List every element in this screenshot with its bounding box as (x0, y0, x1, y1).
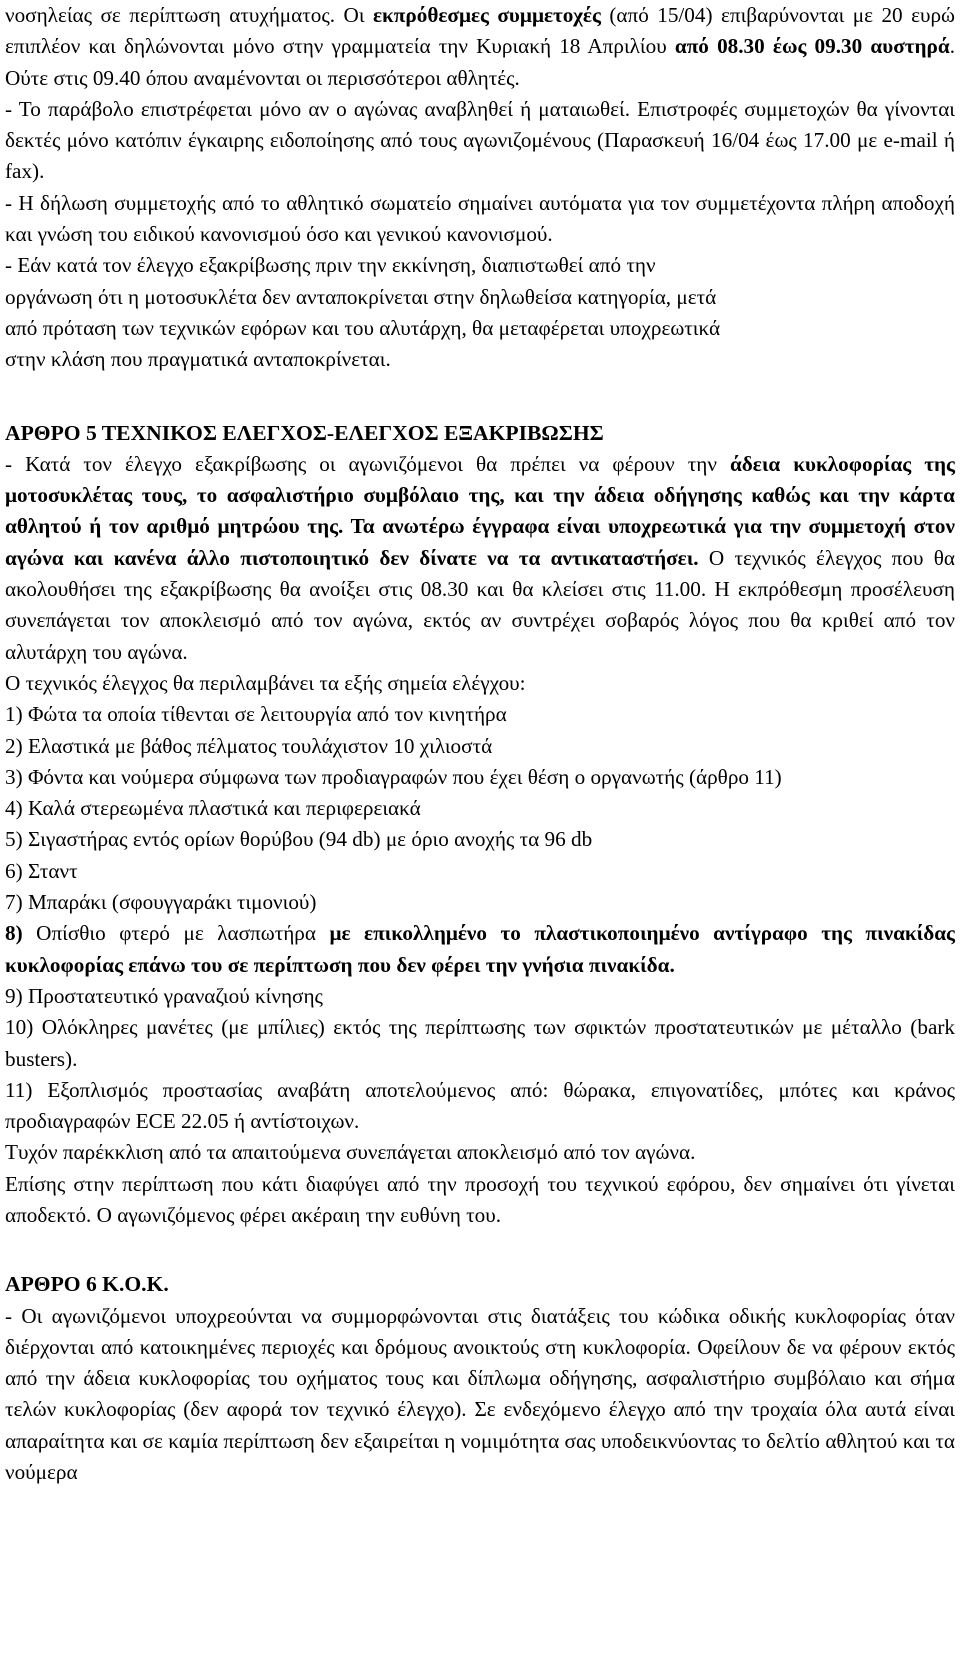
checkpoint-item: 1) Φώτα τα οποία τίθενται σε λειτουργία από τον κινητήρα (5, 702, 507, 727)
text-line: οργάνωση ότι η μοτοσυκλέτα δεν ανταποκρίνεται στην δηλωθείσα κατηγορία, μετά (5, 284, 717, 309)
checkpoint-item: 9) Προστατευτικό γραναζιού κίνησης (5, 983, 323, 1008)
paragraph-class-transfer (5, 250, 955, 375)
bold-span: άδεια κυκλοφορίας της μοτοσυκλέτας τους, το ασφαλιστήριο συμβόλαιο της, και την άδεια οδήγησης καθώς και την κάρτα αθλητού ή τον αριθμό μητρώου της. Τα ανωτέρω έγγραφα είναι υποχρεωτικά για την συμμετοχή στον αγώνα και κανένα άλλο πιστοποιητικό δεν δίνατε να τα αντικαταστήσει. (5, 451, 955, 570)
text-span: Ο τεχνικός έλεγχος που θα ακολουθήσει της εξακρίβωσης θα ανοίξει στις 08.30 και θα κλείσει στις 11.00. Η εκπρόθεσμη προσέλευση συνεπάγεται τον αποκλεισμό από τον αγώνα, εκτός αν συντρέχει σοβαρός λόγος που θα κριθεί από τον αλυτάρχη του αγώνα. (5, 545, 955, 664)
checkpoint-item: 11) Εξοπλισμός προστασίας αναβάτη αποτελούμενος από: θώρακα, επιγονατίδες, μπότες και κράνος προδιαγραφών ECE 22.05 ή αντίστοιχων. (5, 1077, 955, 1134)
checkpoints-intro: Ο τεχνικός έλεγχος θα περιλαμβάνει τα εξής σημεία ελέγχου: (5, 670, 526, 695)
bold-span: από 08.30 έως 09.30 αυστηρά (674, 34, 950, 59)
text-span: . Ούτε στις 09.40 όπου αναμένονται οι περισσότεροι αθλητές. (5, 34, 955, 90)
text-span: Οπίσθιο φτερό με λασπωτήρα (22, 921, 330, 946)
bold-span: με επικολλημένο το πλαστικοποιημένο αντίγραφο της πινακίδας κυκλοφορίας επάνω του σε περίπτωση που δεν φέρει την γνήσια πινακίδα. (5, 921, 955, 977)
text-span: (από 15/04) επιβαρύνονται με 20 ευρώ επιπλέον και δηλώνονται μόνο στην γραμματεία την Κυριακή 18 Απριλίου (5, 3, 955, 59)
checkpoint-item: 2) Ελαστικά με βάθος πέλματος τουλάχιστον 10 χιλιοστά (5, 733, 493, 758)
article-6-heading: ΑΡΘΡΟ 6 Κ.Ο.Κ. (5, 1272, 169, 1297)
checkpoint-item: 7) Μπαράκι (σφουγγαράκι τιμονιού) (5, 890, 317, 915)
document-page (5, 0, 955, 1488)
checkpoint-item: 3) Φόντα και νούμερα σύμφωνα των προδιαγραφών που έχει θέση ο οργανωτής (άρθρο 11) (5, 764, 782, 789)
paragraph-fee-refund: - Το παράβολο επιστρέφεται μόνο αν ο αγώνας αναβληθεί ή ματαιωθεί. Επιστροφές συμμετοχών θα γίνονται δεκτές μόνο κατόπιν έγκαιρης ειδοποίησης από τους αγωνιζομένους (Παρασκευή 16/04 έως 17.00 με e-mail ή fax). (5, 96, 955, 184)
article-5-heading: ΑΡΘΡΟ 5 ΤΕΧΝΙΚΟΣ ΕΛΕΓΧΟΣ-ΕΛΕΓΧΟΣ ΕΞΑΚΡΙΒΩΣΗΣ (5, 420, 604, 445)
checkpoint-item: 10) Ολόκληρες μανέτες (με μπίλιες) εκτός της περίπτωσης των σφικτών προστατευτικών με μέταλλο (bark busters). (5, 1015, 955, 1071)
deviation-note: Τυχόν παρέκκλιση από τα απαιτούμενα συνεπάγεται αποκλεισμό από τον αγώνα. (5, 1140, 696, 1165)
bold-span: 8) (5, 921, 23, 946)
article-6-body: - Οι αγωνιζόμενοι υποχρεούνται να συμμορφώνονται στις διατάξεις του κώδικα οδικής κυκλοφορίας όταν διέρχονται από κατοικημένες περιοχές και δρόμους ανοικτούς στη κυκλοφορία. Οφείλουν δε να φέρουν εκτός από την άδεια κυκλοφορίας του οχήματος τους και δίπλωμα οδήγησης, ασφαλιστήριο συμβόλαιο και σήμα τελών κυκλοφορίας (δεν αφορά τον τεχνικό έλεγχο). Σε ενδεχόμενο έλεγχο από την τροχαία όλα αυτά είναι απαραίτητα και σε καμία περίπτωση δεν εξαιρείται η νομιμότητα σας υποδεικνύοντας το δελτίο αθλητού και τα νούμερα (5, 1303, 955, 1485)
spacer (5, 1231, 955, 1269)
text-span: - Κατά τον έλεγχο εξακρίβωσης οι αγωνιζόμενοι θα πρέπει να φέρουν την (5, 451, 730, 476)
text-span: νοσηλείας σε περίπτωση ατυχήματος. Οι (5, 3, 373, 27)
checkpoint-item: 6) Σταντ (5, 858, 78, 883)
paragraph-late-entries (5, 0, 955, 94)
text-line: - Εάν κατά τον έλεγχο εξακρίβωσης πριν την εκκίνηση, διαπιστωθεί από την (5, 253, 656, 278)
article-5-intro (5, 449, 955, 668)
text-line: στην κλάση που πραγματικά ανταποκρίνεται. (5, 347, 391, 372)
bold-span: εκπρόθεσμες συμμετοχές (372, 3, 601, 27)
checkpoint-item: 4) Καλά στερεωμένα πλαστικά και περιφερειακά (5, 796, 421, 821)
checkpoint-item (5, 918, 955, 981)
spacer (5, 376, 955, 418)
text-line: από πρόταση των τεχνικών εφόρων και του αλυτάρχη, θα μεταφέρεται υποχρεωτικά (5, 315, 721, 340)
checkpoint-item: 5) Σιγαστήρας εντός ορίων θορύβου (94 db) με όριο ανοχής τα 96 db (5, 827, 593, 852)
responsibility-note: Επίσης στην περίπτωση που κάτι διαφύγει από την προσοχή του τεχνικού εφόρου, δεν σημαίνει ότι γίνεται αποδεκτό. Ο αγωνιζόμενος φέρει ακέραιη την ευθύνη του. (5, 1171, 955, 1227)
paragraph-entry-declaration: - Η δήλωση συμμετοχής από το αθλητικό σωματείο σημαίνει αυτόματα για τον συμμετέχοντα πλήρη αποδοχή και γνώση του ειδικού κανονισμού όσο και γενικού κανονισμού. (5, 190, 955, 247)
